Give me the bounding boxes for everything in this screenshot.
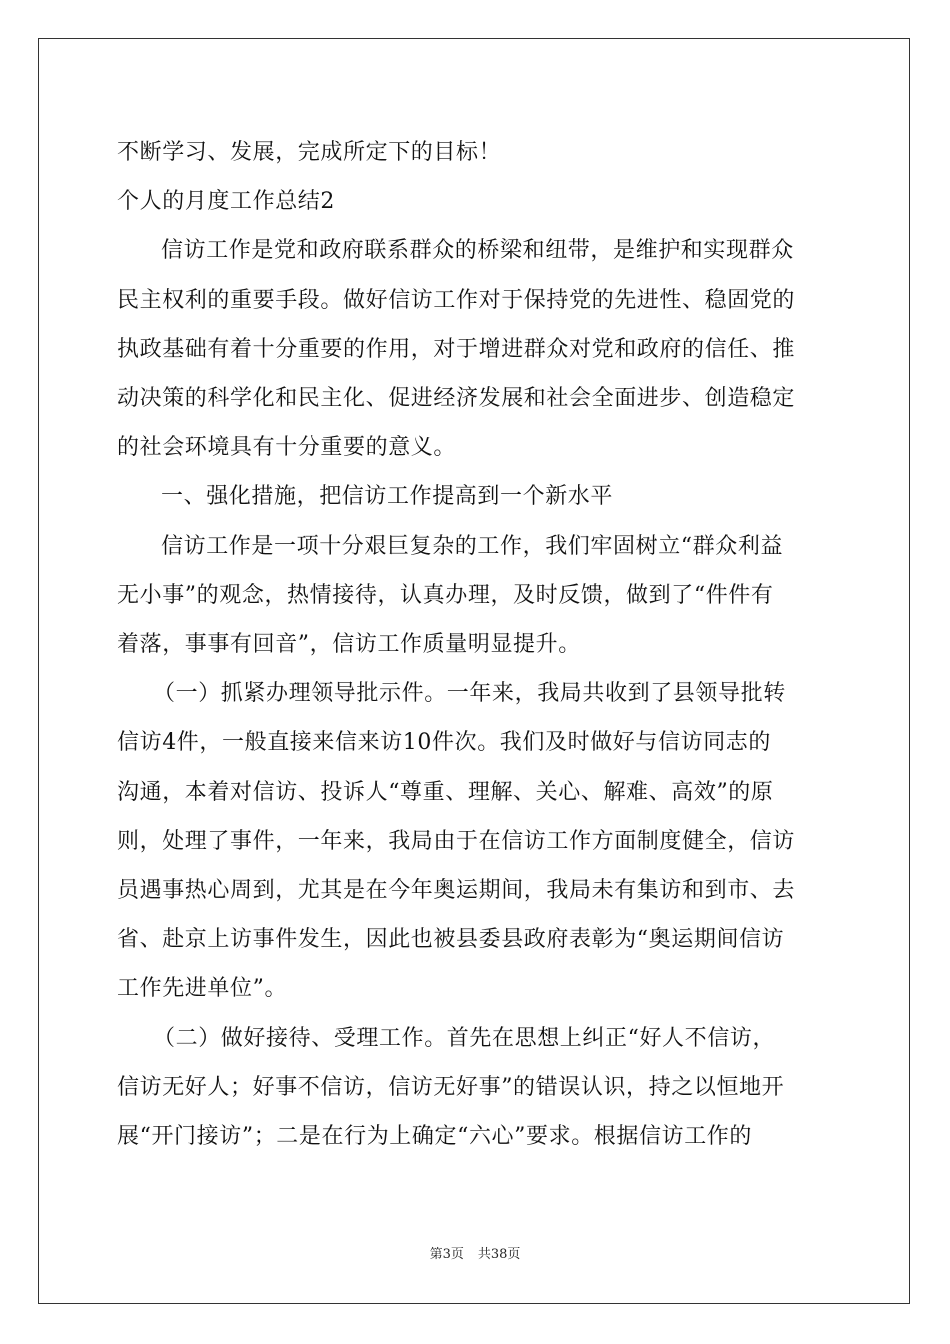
section-heading: 个人的月度工作总结2 (117, 189, 335, 215)
text-line: 不断学习、发展，完成所定下的目标！ (117, 140, 502, 165)
paragraph-line: 信访工作是党和政府联系群众的桥梁和纽带，是维护和实现群众 (161, 238, 794, 264)
paragraph-line: 员遇事热心周到，尤其是在今年奥运期间，我局未有集访和到市、去 (117, 878, 796, 904)
paragraph-line: （一）抓紧办理领导批示件。一年来，我局共收到了县领导批转 (153, 681, 786, 707)
paragraph-line: 着落，事事有回音”，信访工作质量明显提升。 (117, 632, 581, 658)
subsection-heading: 一、强化措施，把信访工作提高到一个新水平 (161, 484, 614, 510)
paragraph-line: 信访无好人；好事不信访，信访无好事”的错误认识，持之以恒地开 (117, 1074, 785, 1100)
paragraph-line: 执政基础有着十分重要的作用，对于增进群众对党和政府的信任、推 (117, 336, 796, 362)
paragraph-line: 民主权利的重要手段。做好信访工作对于保持党的先进性、稳固党的 (117, 287, 796, 313)
paragraph-line: 工作先进单位”。 (117, 976, 288, 1002)
paragraph-line: 的社会环境具有十分重要的意义。 (117, 435, 457, 461)
paragraph-line: 无小事”的观念，热情接待，认真办理，及时反馈，做到了“件件有 (117, 582, 774, 608)
paragraph-line: 信访工作是一项十分艰巨复杂的工作，我们牢固树立“群众利益 (161, 533, 784, 559)
page-number: 第3页 (429, 1247, 464, 1262)
paragraph-line: 展“开门接访”；二是在行为上确定“六心”要求。根据信访工作的 (117, 1124, 752, 1150)
paragraph-line: 动决策的科学化和民主化、促进经济发展和社会全面进步、创造稳定 (117, 386, 796, 412)
document-body (117, 128, 833, 1161)
paragraph-line: 信访4件，一般直接来信来访10件次。我们及时做好与信访同志的 (117, 730, 771, 756)
paragraph-line: 则，处理了事件，一年来，我局由于在信访工作方面制度健全，信访 (117, 828, 796, 854)
page-footer (0, 1246, 950, 1264)
paragraph-line: 沟通，本着对信访、投诉人“尊重、理解、关心、解难、高效”的原 (117, 779, 774, 805)
paragraph-line: 省、赴京上访事件发生，因此也被县委县政府表彰为“奥运期间信访 (117, 927, 785, 953)
page-total: 共38页 (477, 1247, 521, 1262)
paragraph-line: （二）做好接待、受理工作。首先在思想上纠正“好人不信访， (153, 1025, 776, 1051)
